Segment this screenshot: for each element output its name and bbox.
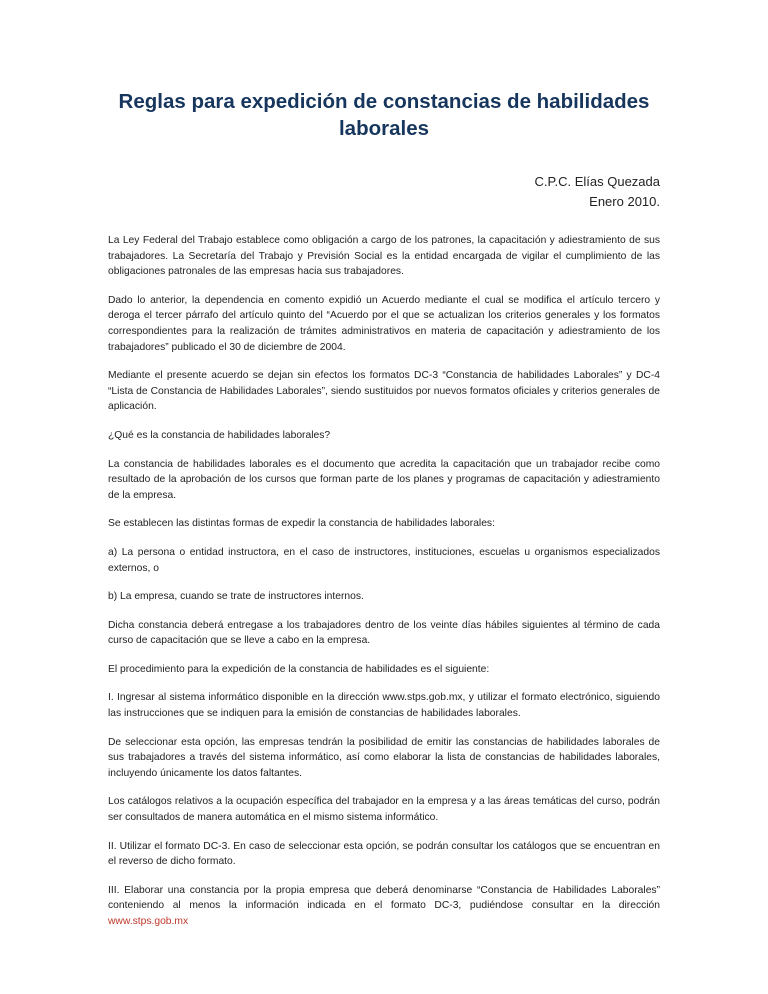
paragraph: El procedimiento para la expedición de la constancia de habilidades es el siguiente: bbox=[108, 663, 490, 675]
paragraph: a) La persona o entidad instructora, en el caso de instructores, instituciones, escuelas u organismos especializados externos, o bbox=[108, 546, 660, 574]
paragraph: ¿Qué es la constancia de habilidades laborales? bbox=[108, 429, 331, 441]
paragraph: Los catálogos relativos a la ocupación específica del trabajador en la empresa y a las áreas temáticas del curso, podrán ser consultados de manera automática en el mismo sistema informático. bbox=[108, 796, 660, 824]
document-date: Enero 2010. bbox=[589, 194, 660, 209]
document-title: Reglas para expedición de constancias de habilidades laborales bbox=[118, 90, 650, 140]
paragraph: I. Ingresar al sistema informático disponible en la dirección www.stps.gob.mx, y utilizar el formato electrónico, siguiendo las instrucciones que se indiquen para la emisión de constancias de habilidades laborales. bbox=[108, 692, 660, 720]
paragraph: b) La empresa, cuando se trate de instructores internos. bbox=[108, 591, 364, 603]
stps-link[interactable]: www.stps.gob.mx bbox=[108, 916, 189, 927]
paragraph: Mediante el presente acuerdo se dejan sin efectos los formatos DC-3 “Constancia de habilidades Laborales” y DC-4 “Lista de Constancia de Habilidades Laborales”, siendo sustituidos por nuevos formatos oficiales y criterios generales de aplicación. bbox=[108, 370, 660, 413]
paragraph: De seleccionar esta opción, las empresas tendrán la posibilidad de emitir las constancias de habilidades laborales de sus trabajadores a través del sistema informático, así como elaborar la lista de constancias de habilidades laborales, incluyendo únicamente los datos faltantes. bbox=[108, 736, 660, 779]
paragraph-last-text: III. Elaborar una constancia por la propia empresa que deberá denominarse “Constancia de Habilidades Laborales” conteniendo al menos la información indicada en el formato DC-3, pudiéndose consultar en la dirección bbox=[108, 884, 660, 912]
paragraph-last bbox=[108, 883, 660, 930]
paragraph: La constancia de habilidades laborales es el documento que acredita la capacitación que un trabajador recibe como resultado de la aprobación de los cursos que forman parte de los planes y programas de capacitación y adiestramiento de la empresa. bbox=[108, 458, 660, 501]
paragraph: II. Utilizar el formato DC-3. En caso de seleccionar esta opción, se podrán consultar los catálogos que se encuentran en el reverso de dicho formato. bbox=[108, 840, 660, 868]
author-name: C.P.C. Elías Quezada bbox=[534, 174, 660, 189]
document-body bbox=[108, 233, 660, 943]
paragraph: Dicha constancia deberá entregase a los trabajadores dentro de los veinte días hábiles siguientes al término de cada curso de capacitación que se lleve a cabo en la empresa. bbox=[108, 619, 660, 647]
paragraph: Se establecen las distintas formas de expedir la constancia de habilidades laborales: bbox=[108, 518, 495, 530]
author-block bbox=[535, 172, 661, 212]
paragraph: La Ley Federal del Trabajo establece como obligación a cargo de los patrones, la capacitación y adiestramiento de sus trabajadores. La Secretaría del Trabajo y Previsión Social es la entidad encargada de vigilar el cumplimiento de las obligaciones patronales de las empresas hacia sus trabajadores. bbox=[108, 235, 660, 278]
paragraph: Dado lo anterior, la dependencia en comento expidió un Acuerdo mediante el cual se modifica el artículo tercero y deroga el tercer párrafo del artículo quinto del “Acuerdo por el que se actualizan los criterios generales y los formatos correspondientes para la realización de trámites administrativos en materia de capacitación y adiestramiento de los trabajadores” publicado el 30 de diciembre de 2004. bbox=[108, 294, 660, 353]
